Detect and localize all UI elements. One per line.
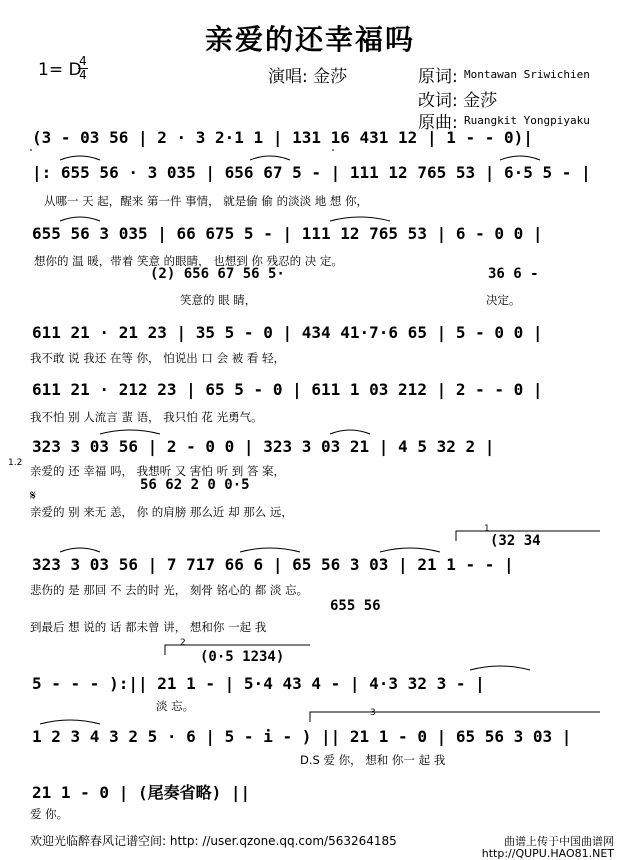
- score-row-6-lyrics: 亲爱的 还 幸福 吗， 我想听 又 害怕 听 到 答 案，: [30, 464, 286, 478]
- score-row-1-notation: |: 655 56 · 3 035 | 656 67 5 - | 111 12 765 53 | 6·5 5 - |: [32, 163, 591, 182]
- time-signature-top: 4: [79, 54, 87, 68]
- score-row-9-notation: 655 56: [330, 598, 381, 614]
- score-row-12-notation: 21 1 - 0 | (尾奏省略) ||: [32, 783, 251, 802]
- orig-music-value: Ruangkit Yongpiyaku: [464, 114, 590, 127]
- score-row-3-lyrics: 笑意的 眼 睛，: [180, 293, 257, 307]
- score-row-12-lyrics: 爱 你。: [30, 807, 69, 821]
- score-row-8-notation: 323 3 03 56 | 7 717 66 6 | 65 56 3 03 | 21 1 - - |: [32, 555, 514, 574]
- score-row-3b-notation: 36 6 -: [488, 266, 539, 282]
- volta-3-label: 3: [370, 708, 376, 718]
- score-row-4-notation: 611 21 · 21 23 | 35 5 - 0 | 434 41·7·6 65 | 5 - 0 0 |: [32, 323, 543, 342]
- key-signature: 1= D: [38, 60, 82, 80]
- orig-lyrics-value: Montawan Sriwichien: [464, 68, 590, 81]
- segno-icon: 𝄋: [30, 488, 37, 504]
- score-row-2-lyrics: 想你的 温 暖，带着 笑意 的眼睛， 也想到 你 残忍的 决 定。: [34, 254, 343, 268]
- watermark: [482, 836, 614, 860]
- score-row-11-lyrics: D.S 爱 你， 想和 你一 起 我: [300, 753, 446, 767]
- watermark-line2: http://QUPU.HAO81.NET: [481, 847, 614, 860]
- orig-lyrics-label: 原词:: [418, 67, 458, 87]
- watermark-line1: 曲谱上传于中国曲谱网: [504, 835, 614, 848]
- score-row-6-notation: 323 3 03 56 | 2 - 0 0 | 323 3 03 21 | 4 5 32 2 |: [32, 437, 495, 456]
- score-row-3-notation: (2) 656 67 56 5·: [150, 266, 285, 282]
- score-row-10-notation: 5 - - - ):|| 21 1 - | 5·4 43 4 - | 4·3 32 3 - |: [32, 674, 485, 693]
- score-row-5-notation: 611 21 · 212 23 | 65 5 - 0 | 611 1 03 212 | 2 - - 0 |: [32, 380, 543, 399]
- score-row-3b-lyrics: 决定。: [486, 293, 521, 307]
- ending-marker-1-2: 1.2: [8, 458, 23, 468]
- score-row-1-lyrics: 从哪一 天 起，醒来 第一件 事情， 就是偷 偷 的淡淡 地 想 你，: [44, 194, 369, 208]
- song-title: 亲爱的还幸福吗: [204, 23, 415, 56]
- score-row-11-notation: 1 2 3 4 3 2 5 · 6 | 5 - i - ) || 21 1 - 0 | 65 56 3 03 |: [32, 727, 572, 746]
- score-row-8-lyrics: 悲伤的 是 那回 不 去的时 光， 刻骨 铭心的 都 淡 忘。: [30, 583, 309, 597]
- score-row-8-tail: (32 34: [490, 533, 541, 549]
- score-row-7-lyrics: 亲爱的 别 来无 恙， 你 的肩膀 那么近 却 那么 远，: [30, 505, 293, 519]
- time-signature-bottom: 4: [79, 68, 87, 82]
- volta-2-label: 2: [180, 638, 186, 648]
- score-row-7-notation: 56 62 2 0 0·5: [140, 477, 250, 493]
- score-row-9-lyrics: 到最后 想 说的 话 都未曾 讲， 想和你 一起 我: [30, 620, 267, 634]
- score-row-5-lyrics: 我不怕 别 人流言 蜚 语， 我只怕 花 光勇气。: [30, 410, 263, 424]
- score-row-4-lyrics: 我不敢 说 我还 在等 你， 怕说出 口 会 被 看 轻，: [30, 351, 286, 365]
- score-row-intro: (3 - 03 56 | 2 · 3 2·1 1 | 131 16 431 12 | 1 - - 0)|: [32, 128, 533, 147]
- score-row-10-lyrics: 淡 忘。: [156, 699, 195, 713]
- score-row-2-notation: 655 56 3 035 | 66 675 5 - | 111 12 765 53 | 6 - 0 0 |: [32, 224, 543, 243]
- singer-credit: 演唱: 金莎: [268, 67, 348, 87]
- score-row-10-pickup: (0·5 1234): [200, 649, 285, 665]
- volta-1-label: 1: [484, 524, 490, 534]
- footer-text: 欢迎光临醉春风记谱空间: http: //user.qzone.qq.com/563264185: [30, 834, 397, 848]
- adapt-lyrics-credit: 改词: 金莎: [418, 91, 498, 111]
- orig-music-label: 原曲:: [418, 113, 458, 133]
